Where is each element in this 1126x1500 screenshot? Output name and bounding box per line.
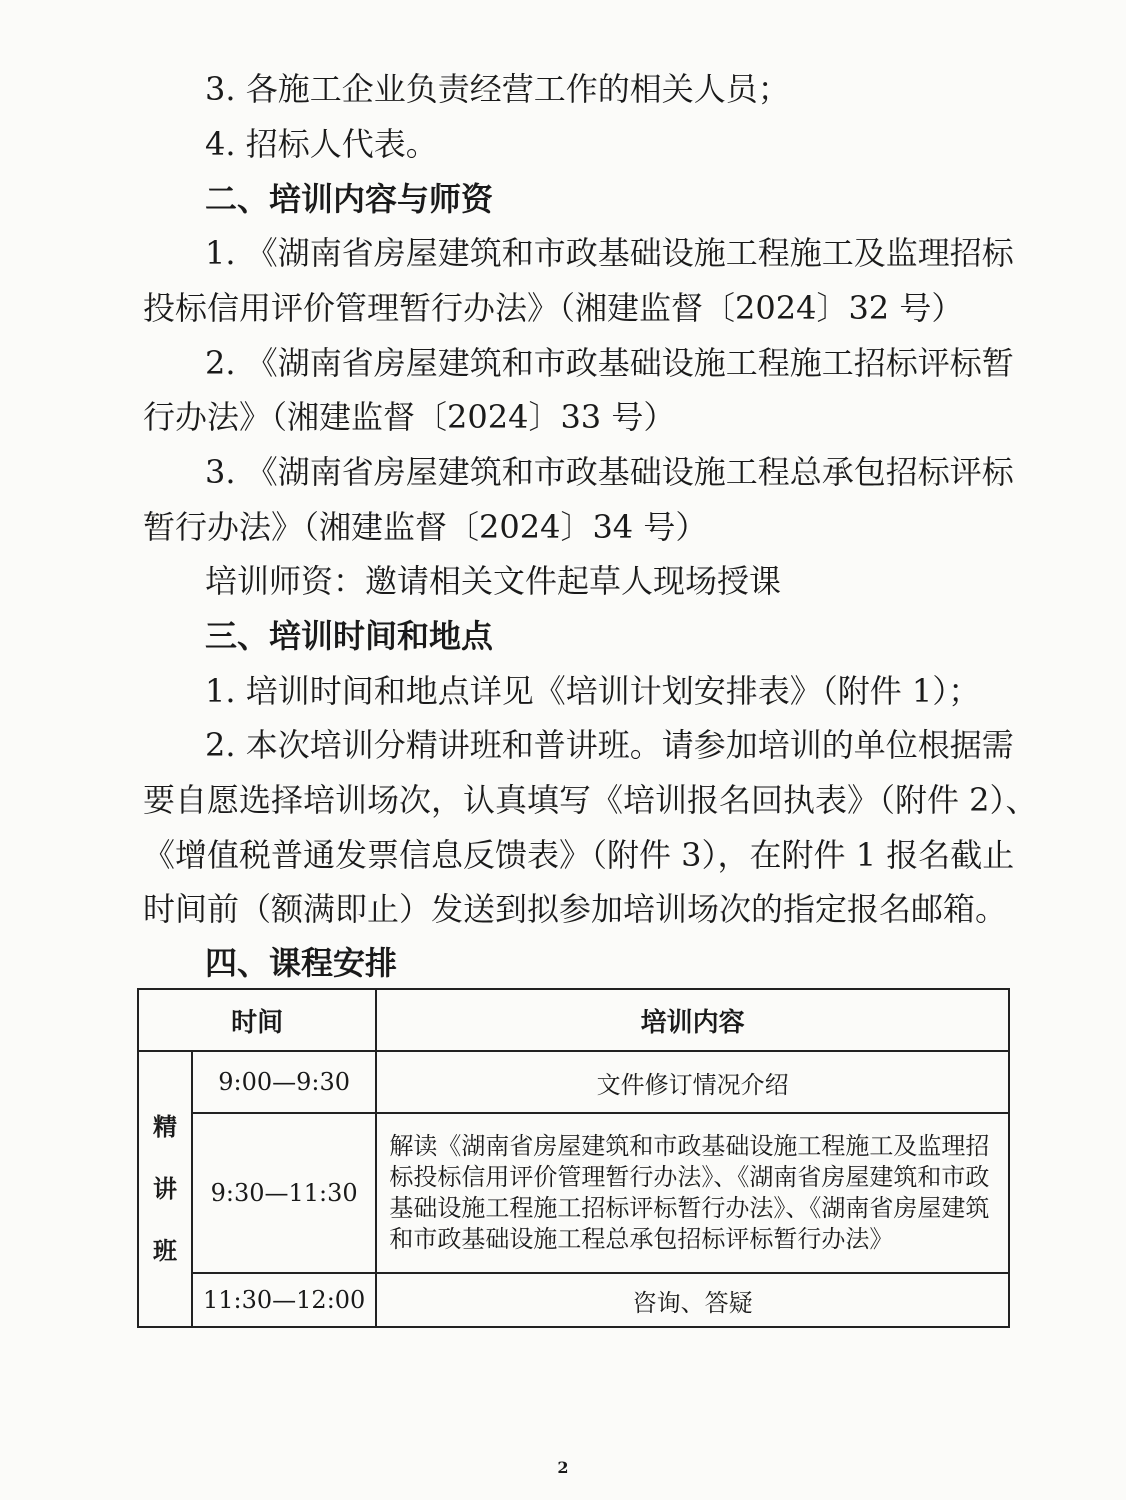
content-cell: 文件修订情况介绍 bbox=[376, 1051, 1009, 1113]
group-label-cell bbox=[138, 1051, 192, 1327]
content-item-1-line1: 1. 《湖南省房屋建筑和市政基础设施工程施工及监理招标 bbox=[205, 234, 1014, 272]
group-char: 讲 bbox=[153, 1174, 177, 1203]
header-content: 培训内容 bbox=[376, 989, 1009, 1051]
time-cell: 9:30—11:30 bbox=[192, 1113, 376, 1273]
page-number: 2 bbox=[557, 1458, 569, 1477]
content-item-3-line2: 暂行办法》（湘建监督〔2024〕34 号） bbox=[143, 508, 708, 546]
section-heading-time-place: 三、培训时间和地点 bbox=[205, 617, 494, 655]
attendee-item-4: 4. 招标人代表。 bbox=[205, 125, 438, 163]
time-item-2-line2: 要自愿选择培训场次，认真填写《培训报名回执表》（附件 2）、 bbox=[143, 781, 1038, 819]
header-time: 时间 bbox=[138, 989, 376, 1051]
table-row bbox=[138, 1113, 1009, 1273]
content-item-1-line2: 投标信用评价管理暂行办法》（湘建监督〔2024〕32 号） bbox=[143, 289, 964, 327]
section-heading-content: 二、培训内容与师资 bbox=[205, 180, 494, 218]
time-cell: 9:00—9:30 bbox=[192, 1051, 376, 1113]
group-char: 班 bbox=[153, 1236, 177, 1265]
content-cell: 解读《湖南省房屋建筑和市政基础设施工程施工及监理招标投标信用评价管理暂行办法》、《湖南省房屋建筑和市政基础设施工程施工招标评标暂行办法》、《湖南省房屋建筑和市政基础设施工程总承包招标评标暂行办法》 bbox=[376, 1113, 1009, 1273]
group-char: 精 bbox=[153, 1112, 177, 1141]
schedule-table bbox=[137, 988, 1010, 1328]
content-item-2-line1: 2. 《湖南省房屋建筑和市政基础设施工程施工招标评标暂 bbox=[205, 344, 1014, 382]
table-row bbox=[138, 1273, 1009, 1327]
content-item-2-line2: 行办法》（湘建监督〔2024〕33 号） bbox=[143, 398, 676, 436]
section-heading-schedule: 四、课程安排 bbox=[205, 944, 398, 982]
attendee-item-3: 3. 各施工企业负责经营工作的相关人员； bbox=[205, 70, 790, 108]
time-cell: 11:30—12:00 bbox=[192, 1273, 376, 1327]
teachers-line: 培训师资：邀请相关文件起草人现场授课 bbox=[205, 562, 782, 600]
content-item-3-line1: 3. 《湖南省房屋建筑和市政基础设施工程总承包招标评标 bbox=[205, 453, 1014, 491]
content-cell: 咨询、答疑 bbox=[376, 1273, 1009, 1327]
time-item-1: 1. 培训时间和地点详见《培训计划安排表》（附件 1）； bbox=[205, 672, 981, 710]
time-item-2-line3: 《增值税普通发票信息反馈表》（附件 3），在附件 1 报名截止 bbox=[143, 836, 1015, 874]
time-item-2-line4: 时间前（额满即止）发送到拟参加培训场次的指定报名邮箱。 bbox=[143, 890, 1008, 928]
time-item-2-line1: 2. 本次培训分精讲班和普讲班。请参加培训的单位根据需 bbox=[205, 726, 1014, 764]
table-row bbox=[138, 1051, 1009, 1113]
table-header-row bbox=[138, 989, 1009, 1051]
